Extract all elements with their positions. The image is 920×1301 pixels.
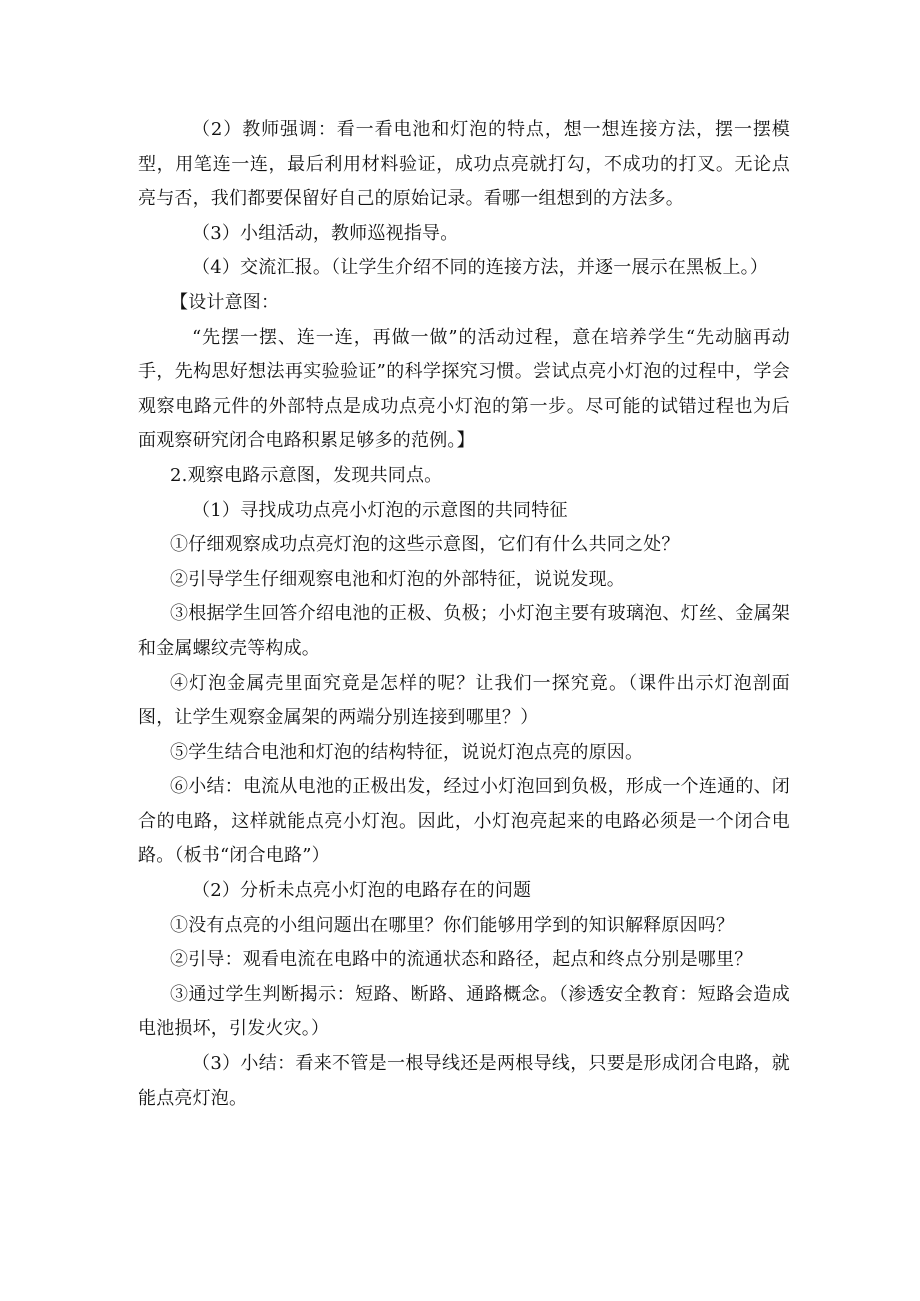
paragraph-design-intent-body: “先摆一摆、连一连，再做一做”的活动过程，意在培养学生“先动脑再动手，先构思好想法再实验验证”的科学探究习惯。尝试点亮小灯泡的过程中，学会观察电路元件的外部特点是成功点亮小灯泡的第一步。尽可能的试错过程也为后面观察研究闭合电路积累足够多的范例。】 xyxy=(138,326,791,452)
section-heading-observe-diagrams: 2.观察电路示意图，发现共同点。 xyxy=(170,464,443,486)
list-item-problem-2: ②引导：观看电流在电路中的流通状态和路径，起点和终点分别是哪里？ xyxy=(170,949,753,971)
list-item-5: ⑤学生结合电池和灯泡的结构特征，说说灯泡点亮的原因。 xyxy=(170,741,644,763)
paragraph-summary: （3）小结：看来不管是一根导线还是两根导线，只要是形成闭合电路，就能点亮灯泡。 xyxy=(138,1053,790,1109)
paragraph-teacher-emphasis: （2）教师强调：看一看电池和灯泡的特点，想一想连接方法，摆一摆模型，用笔连一连，最后利用材料验证，成功点亮就打勾，不成功的打叉。无论点亮与否，我们都要保留好自己的原始记录。看哪一组想到的方法多。 xyxy=(138,119,790,210)
subheading-analyze-problems: （2）分析未点亮小灯泡的电路存在的问题 xyxy=(192,880,532,902)
paragraph-design-intent-heading: 【设计意图： xyxy=(170,291,280,313)
document-body xyxy=(138,113,790,1116)
subheading-common-features: （1）寻找成功点亮小灯泡的示意图的共同特征 xyxy=(192,499,568,521)
paragraph-report: （4）交流汇报。（让学生介绍不同的连接方法，并逐一展示在黑板上。） xyxy=(192,257,769,279)
list-item-1: ①仔细观察成功点亮灯泡的这些示意图，它们有什么共同之处？ xyxy=(170,534,680,556)
list-item-3: ③根据学生回答介绍电池的正极、负极；小灯泡主要有玻璃泡、灯丝、金属架和金属螺纹壳等构成。 xyxy=(138,603,790,659)
list-item-2: ②引导学生仔细观察电池和灯泡的外部特征，说说发现。 xyxy=(170,568,625,590)
list-item-6: ⑥小结：电流从电池的正极出发，经过小灯泡回到负极，形成一个连通的、闭合的电路，这样就能点亮小灯泡。因此，小灯泡亮起来的电路必须是一个闭合电路。（板书“闭合电路”） xyxy=(138,776,790,867)
list-item-problem-1: ①没有点亮的小组问题出在哪里？你们能够用学到的知识解释原因吗？ xyxy=(170,914,735,936)
list-item-4: ④灯泡金属壳里面究竟是怎样的呢？让我们一探究竟。（课件出示灯泡剖面图，让学生观察金属架的两端分别连接到哪里？） xyxy=(138,672,790,729)
list-item-problem-3: ③通过学生判断揭示：短路、断路、通路概念。（渗透安全教育：短路会造成电池损坏，引发火灾。） xyxy=(138,983,790,1040)
paragraph-group-activity: （3）小组活动，教师巡视指导。 xyxy=(192,222,459,244)
